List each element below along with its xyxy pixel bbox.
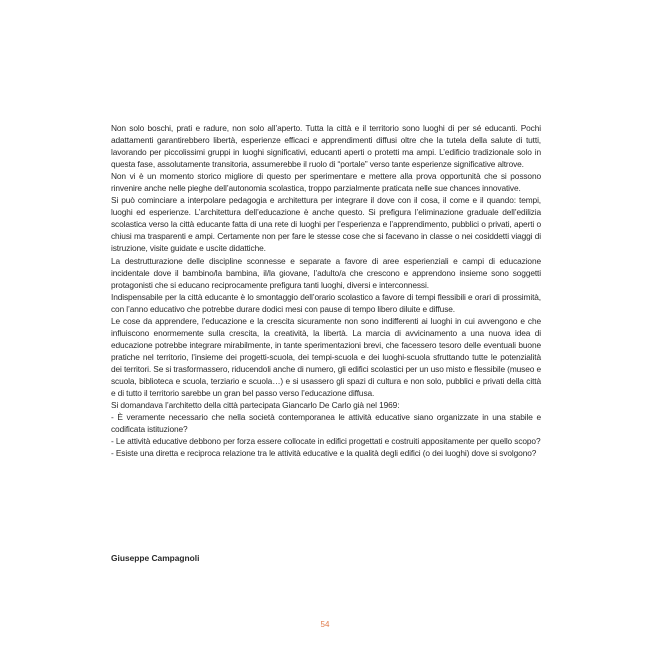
paragraph-1: Non solo boschi, prati e radure, non solo all’aperto. Tutta la città e il territorio sono luoghi di per sé educanti. Pochi adattamenti garantirebbero libertà, esperienze efficaci e apprendimenti diffusi oltre che la tutela della salute di tutti, lavorando per piccolissimi gruppi in luoghi significativi, educanti aperti o protetti ma ampi. L’edificio tradizionale solo in questa fase, assolutamente transitoria, assumerebbe il ruolo di “portale” verso tante esperienze significative altrove. xyxy=(111,123,541,170)
page-number: 54 xyxy=(320,620,330,629)
article-body xyxy=(111,122,541,459)
question-2: - Le attività educative debbono per forza essere collocate in edifici progettati e costruiti appositamente per quello scopo? xyxy=(111,436,541,447)
author-signature: Giuseppe Campagnoli xyxy=(111,553,200,563)
paragraph-5: Indispensabile per la città educante è lo smontaggio dell’orario scolastico a favore di tempi flessibili e orari di prossimità, con l’anno educativo che potrebbe durare dodici mesi con pause di tempo libero diluite e diffuse. xyxy=(111,291,541,314)
paragraph-3: Si può cominciare a interpolare pedagogia e architettura per integrare il dove con il cosa, il come e il quando: tempi, luoghi ed esperienze. L’architettura dell’educazione è anche questo. Si prefigura l’eliminazione graduale dell’edilizia scolastica verso la città educante fatta di una rete di luoghi per l’esperienza e l’apprendimento, pubblici o privati, aperti o chiusi ma trasparenti e ampi. Certamente non per fare le stesse cose che si facevano in classe o nei cosiddetti viaggi di istruzione, visite guidate e uscite didattiche. xyxy=(111,195,541,254)
paragraph-6: Le cose da apprendere, l’educazione e la crescita sicuramente non sono indifferenti ai luoghi in cui avvengono e che influiscono enormemente sulla crescita, la creatività, la libertà. La marcia di avvicinamento a una nuova idea di educazione potrebbe integrare mirabilmente, in tante sperimentazioni brevi, che facessero tesoro delle eventuali buone pratiche nel territorio, l’insieme dei progetti-scuola, dei tempi-scuola e dei luoghi-scuola sfruttando tutte le potenzialità dei territori. Se si trasformassero, riducendoli anche di numero, gli edifici scolastici per un uso misto e flessibile (museo e scuola, biblioteca e scuola, terziario e scuola…) e si usassero gli spazi di cultura e non solo, pubblici e privati della città e di tutto il territorio sarebbe un gran bel passo verso l’educazione diffusa. xyxy=(111,315,541,399)
paragraph-7: Si domandava l’architetto della città partecipata Giancarlo De Carlo già nel 1969: xyxy=(111,400,400,411)
paragraph-2: Non vi è un momento storico migliore di questo per sperimentare e mettere alla prova opportunità che si possono rinvenire anche nelle pieghe dell’autonomia scolastica, troppo parzialmente praticata nelle sue chances innovative. xyxy=(111,171,541,194)
question-3: - Esiste una diretta e reciproca relazione tra le attività educative e la qualità degli edifici (o dei luoghi) dove si svolgono? xyxy=(111,448,537,459)
paragraph-4: La destrutturazione delle discipline sconnesse e separate a favore di aree esperienziali e campi di educazione incidentale dove il bambino/la bambina, il/la giovane, l’adulto/a che crescono e apprendono insieme sono soggetti protagonisti che si educano reciprocamente prefigura tanti luoghi, diversi e interconnessi. xyxy=(111,255,541,290)
question-1: - È veramente necessario che nella società contemporanea le attività educative siano organizzate in una stabile e codificata istituzione? xyxy=(111,412,541,435)
